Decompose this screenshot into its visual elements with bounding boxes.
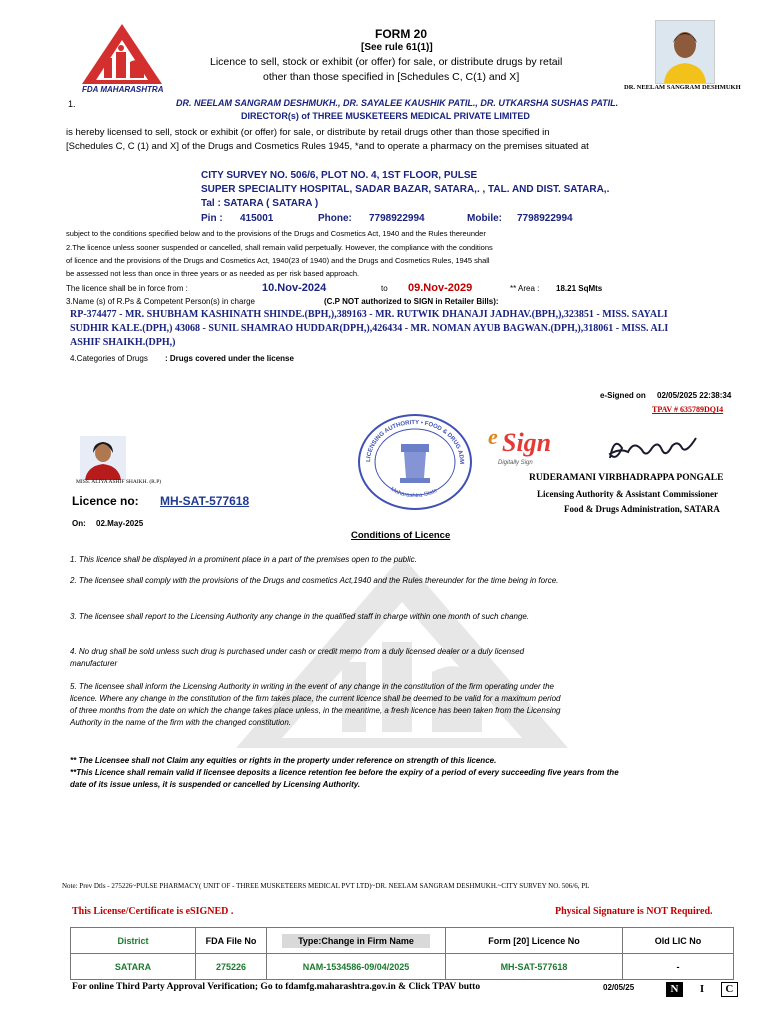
drug-categories-label: 4.Categories of Drugs <box>70 354 148 363</box>
table-cell-file-no: 275226 <box>196 954 267 980</box>
rp-list-line3: ASHIF SHAIKH.(DPH,) <box>70 337 176 348</box>
condition-4: 4. No drug shall be sold unless such drug is purchased under cash or credit memo from a duly licensed dealer or a duly licensed manufacturer <box>70 647 525 668</box>
force-label: The licence shall be in force from : <box>66 284 188 293</box>
esign-brand-sub: Digitally Sign <box>498 460 533 466</box>
form-title: FORM 20 <box>375 27 428 41</box>
phone-value: 7798922994 <box>369 213 425 224</box>
area-label: ** Area : <box>510 284 540 293</box>
pin-label: Pin : <box>201 213 223 224</box>
table-header-type: Type:Change in Firm Name <box>282 934 430 948</box>
esigned-label: e-Signed on <box>600 391 646 400</box>
address-line2: SUPER SPECIALITY HOSPITAL, SADAR BAZAR, SATARA,. , TAL. AND DIST. SATARA,. <box>201 184 610 195</box>
conditions-subject-text: subject to the conditions specified below and to the provisions of the Drugs and Cosmetics Act, 1940 and the Rules thereunder <box>66 229 486 238</box>
form-description-line2: other than those specified in [Schedules C, C(1) and X] <box>263 71 520 83</box>
fda-logo-icon <box>80 22 164 88</box>
physical-signature-notice: Physical Signature is NOT Required. <box>555 906 713 917</box>
table-cell-district: SATARA <box>71 954 196 980</box>
mobile-value: 7798922994 <box>517 213 573 224</box>
esigned-date: 02/05/2025 22:38:34 <box>657 391 732 400</box>
handwritten-signature <box>600 430 710 475</box>
table-cell-licence-no: MH-SAT-577618 <box>446 954 623 980</box>
condition-1: 1. This licence shall be displayed in a prominent place in a part of the premises open to the public. <box>70 555 417 564</box>
signature-icon <box>600 430 710 470</box>
validity-text-2: of licence and the provisions of the Drugs and Cosmetics Act, 1940(23 of 1940) and the Drugs and Cosmetics Rules, 1945 shall <box>66 256 490 265</box>
table-header-cell <box>267 928 446 954</box>
licence-no-label: Licence no: <box>72 494 139 508</box>
rp-section-label: 3.Name (s) of R.Ps & Competent Person(s) in charge <box>66 297 255 306</box>
table-header-cell: District <box>71 928 196 954</box>
signatory-department: Food & Drugs Administration, SATARA <box>564 504 720 514</box>
rp-photo-caption: MISS. ALIYA ASHIF SHAIKH. (R.P) <box>76 479 162 485</box>
area-value: 18.21 SqMts <box>556 284 603 293</box>
conditions-title: Conditions of Licence <box>351 530 451 541</box>
c-button[interactable]: C <box>721 982 738 997</box>
condition-2: 2. The licensee shall comply with the provisions of the Drugs and cosmetics Act,1940 and the Rules thereunder for the time being in force. <box>70 576 559 585</box>
esigned-notice: This License/Certificate is eSIGNED . <box>72 906 234 917</box>
table-header-cell: Old LIC No <box>623 928 734 954</box>
fda-seal <box>356 412 474 512</box>
table-header-cell: Form [20] Licence No <box>446 928 623 954</box>
tpav-link[interactable]: TPAV # 635789DQI4 <box>652 405 724 414</box>
seal-top-text: LICENSING AUTHORITY • FOOD & DRUG ADM <box>365 419 465 465</box>
n-button[interactable]: N <box>666 982 683 997</box>
mobile-label: Mobile: <box>467 213 502 224</box>
rule-reference: [See rule 61(1)] <box>361 42 433 53</box>
licence-details-table <box>70 927 734 980</box>
verification-instruction: For online Third Party Approval Verification; Go to fdamfg.maharashtra.gov.in & Click TPAV butto <box>72 982 481 992</box>
esign-brand: Sign <box>502 428 552 457</box>
table-header-cell: FDA File No <box>196 928 267 954</box>
licence-on-date: 02.May-2025 <box>96 519 144 528</box>
footer-buttons <box>660 979 738 997</box>
table-row <box>71 954 734 980</box>
table-cell-old-lic: - <box>623 954 734 980</box>
signatory-name: RUDERAMANI VIRBHADRAPPA PONGALE <box>529 473 724 483</box>
logo-caption: FDA MAHARASHTRA <box>82 85 164 94</box>
address-line1: CITY SURVEY NO. 506/6, PLOT NO. 4, 1ST FLOOR, PULSE <box>201 170 478 181</box>
licence-text-2: [Schedules C, C (1) and X] of the Drugs and Cosmetics Rules 1945, *and to operate a pharmacy on the premises situated at <box>66 141 589 152</box>
seal-icon <box>356 412 474 512</box>
director-photo <box>655 20 715 84</box>
directors-names: DR. NEELAM SANGRAM DESHMUKH., DR. SAYALEE KAUSHIK PATIL., DR. UTKARSHA SUSHAS PATIL. <box>176 98 619 108</box>
licence-text-1: is hereby licensed to sell, stock or exhibit (or offer) for sale, or distribute by retail drugs other than those specified in <box>66 127 550 138</box>
force-from-date: 10.Nov-2024 <box>262 282 327 294</box>
force-to-label: to <box>381 284 388 293</box>
form-description-line1: Licence to sell, stock or exhibit (or offer) for sale, or distribute drugs by retail <box>210 56 563 68</box>
person-photo-icon <box>80 436 126 480</box>
rp-list-line1: RP-374477 - MR. SHUBHAM KASHINATH SHINDE.(BPH,),389163 - MR. RUTWIK DHANAJI JADHAV.(BPH,),323851 - MISS. SAYALI <box>70 309 668 320</box>
pin-value: 415001 <box>240 213 274 224</box>
footer-date: 02/05/25 <box>603 983 635 992</box>
previous-details-note: Note: Prev Dtls - 275226~PULSE PHARMACY( UNIT OF - THREE MUSKETEERS MEDICAL PVT LTD)~DR. NEELAM SANGRAM DESHMUKH.~CITY SURVEY NO. 506/6, PL <box>62 882 590 890</box>
condition-5: 5. The licensee shall inform the Licensing Authority in writing in the event of any change in the constitution of the firm operating under the licence. Where any change in the constitution of the firm takes place, the current licence shall be deemed to be valid for a maximum period of three months from the date on which the change takes place unless, in the meantime, a fresh licence has been taken from the Licensing Authority in the name of the firm with the changed constitution. <box>70 682 561 727</box>
i-button[interactable]: I <box>693 982 710 997</box>
note-retention-fee: **This Licence shall remain valid if licensee deposits a licence retention fee before the expiry of a period of every succeeding five years from the date of its issue unless, it is suspended or cancelled by Licensing Authority. <box>70 768 619 789</box>
rp-photo <box>80 436 126 480</box>
table-cell-type: NAM-1534586-09/04/2025 <box>267 954 446 980</box>
section-number: 1. <box>68 99 76 109</box>
validity-text-3: be assessed not less than once in three years or as needed as per risk based approach. <box>66 269 360 278</box>
validity-text-1: 2.The licence unless sooner suspended or cancelled, shall remain valid perpetually. However, the compliance with the conditions <box>66 243 493 252</box>
svg-text:Maharashtra State <box>389 487 439 500</box>
licence-on-label: On: <box>72 519 86 528</box>
fda-logo <box>80 22 164 100</box>
photo-caption: DR. NEELAM SANGRAM DESHMUKH <box>624 84 741 91</box>
table-header-row <box>71 928 734 954</box>
note-equities: ** The Licensee shall not Claim any equities or rights in the property under reference on strength of this licence. <box>70 756 497 765</box>
seal-bottom-text: Maharashtra State <box>389 486 439 500</box>
person-photo-icon <box>656 21 714 83</box>
drug-categories-value: : Drugs covered under the license <box>165 354 294 363</box>
company-name: DIRECTOR(s) of THREE MUSKETEERS MEDICAL PRIVATE LIMITED <box>241 111 530 121</box>
rp-section-note: (C.P NOT authorized to SIGN in Retailer Bills): <box>324 297 499 306</box>
rp-list-line2: SUDHIR KALE.(DPH,) 43068 - SUNIL SHAMRAO HUDDAR(DPH,),426434 - MR. NOMAN AYUB BAGWAN.(DPH,),318061 - MISS. ALI <box>70 323 669 334</box>
signatory-designation: Licensing Authority & Assistant Commissioner <box>537 489 719 499</box>
address-line3: Tal : SATARA ( SATARA ) <box>201 198 319 209</box>
esign-e-letter: e <box>488 424 498 449</box>
licence-number: MH-SAT-577618 <box>160 494 250 508</box>
force-to-date: 09.Nov-2029 <box>408 282 473 294</box>
condition-3: 3. The licensee shall report to the Licensing Authority any change in the qualified staff in charge within one month of such change. <box>70 612 530 621</box>
phone-label: Phone: <box>318 213 352 224</box>
